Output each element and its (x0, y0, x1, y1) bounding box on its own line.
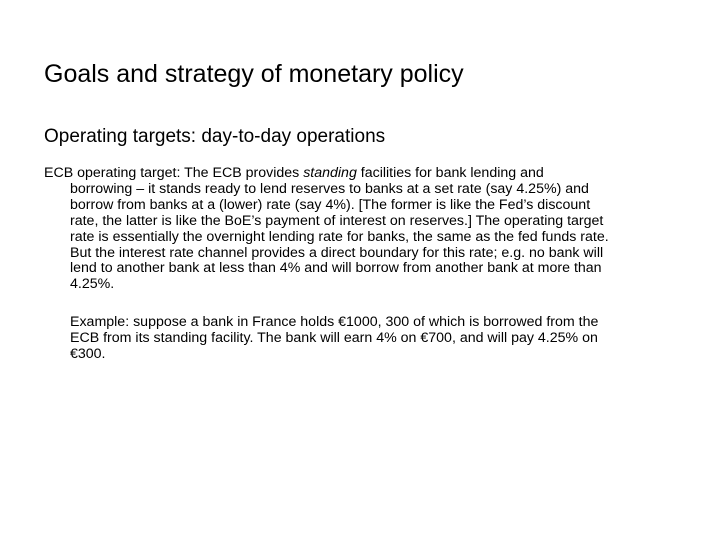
body-line: rate, the latter is like the BoE’s payment of interest on reserves.] The operating target (70, 212, 604, 229)
example-line: €300. (70, 345, 106, 362)
body-line-text: ECB operating target: The ECB provides (44, 165, 304, 181)
body-line: But the interest rate channel provides a direct boundary for this rate; e.g. no bank will (70, 244, 604, 261)
body-line: 4.25%. (70, 276, 115, 293)
example-line: Example: suppose a bank in France holds €1000, 300 of which is borrowed from the (70, 314, 599, 330)
body-line: borrow from banks at a (lower) rate (say 4%). [The former is like the Fed’s discount (70, 196, 591, 213)
body-line: rate is essentially the overnight lending rate for banks, the same as the fed funds rate. (70, 228, 609, 245)
body-line-text: facilities for bank lending and (356, 165, 544, 181)
body-paragraph (44, 166, 694, 293)
body-line: lend to another bank at less than 4% and will borrow from another bank at more than (70, 260, 602, 277)
emphasis-text: standing (303, 165, 357, 181)
slide-subtitle: Operating targets: day-to-day operations (44, 126, 386, 147)
body-line: borrowing – it stands ready to lend reserves to banks at a set rate (say 4.25%) and (70, 180, 589, 197)
example-line: ECB from its standing facility. The bank will earn 4% on €700, and will pay 4.25% on (70, 329, 598, 346)
body-line (44, 166, 694, 182)
slide-title: Goals and strategy of monetary policy (44, 60, 464, 88)
example-paragraph (44, 315, 694, 363)
